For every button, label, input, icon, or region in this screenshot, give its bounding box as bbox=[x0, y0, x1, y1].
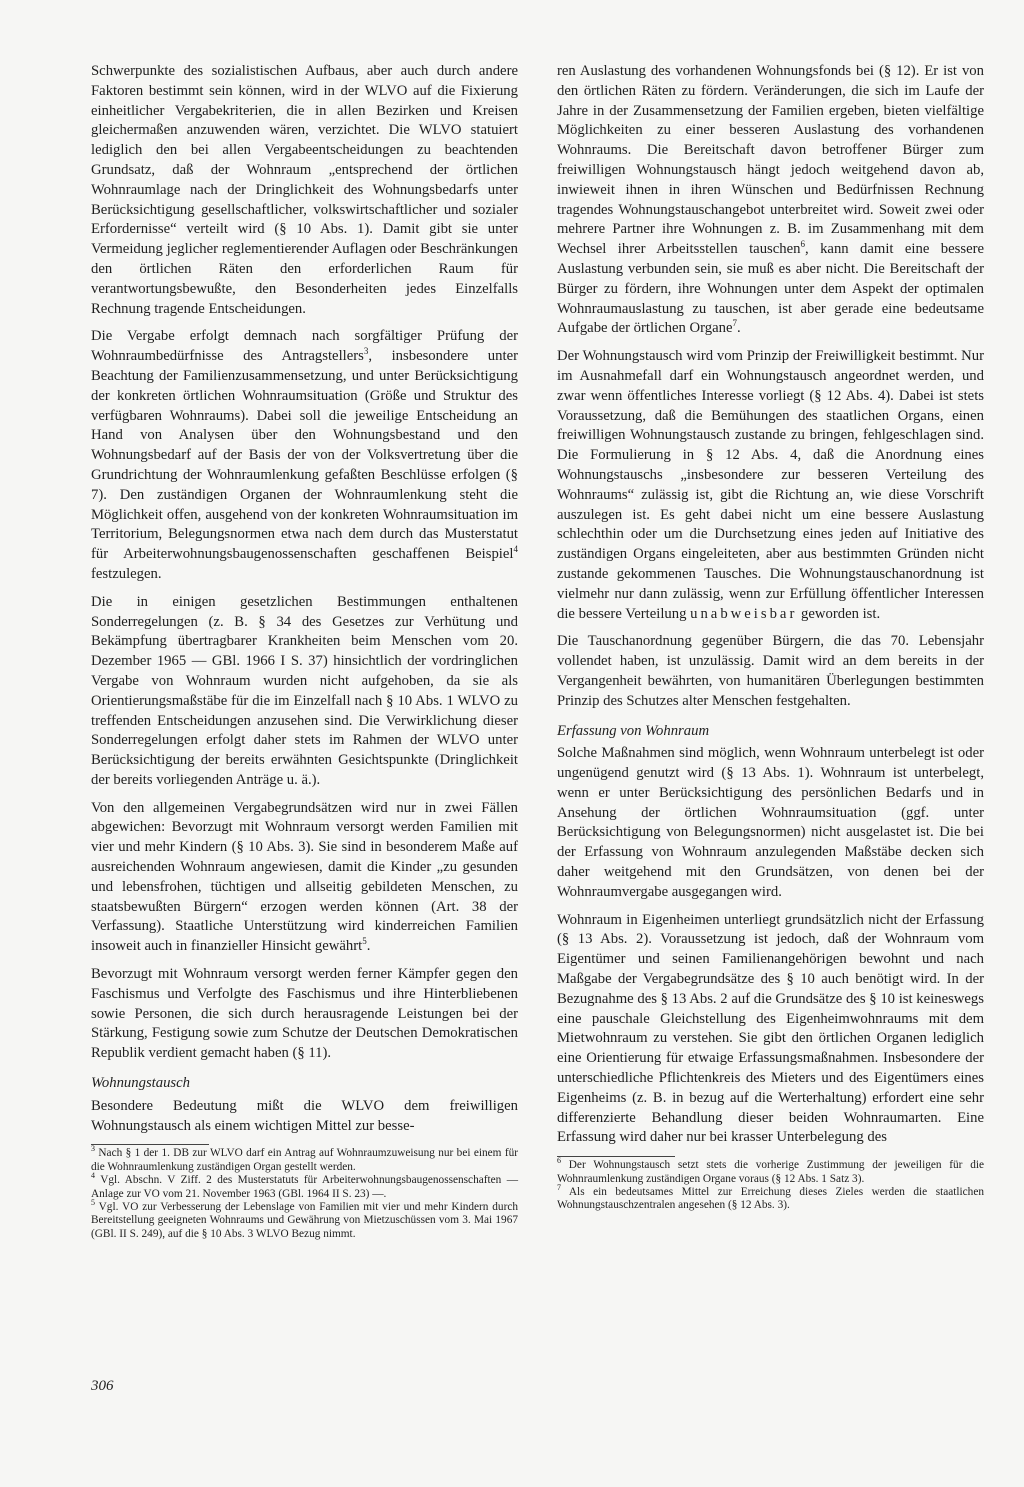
footnotes bbox=[91, 1144, 519, 1241]
footnote-divider bbox=[557, 1156, 675, 1157]
paragraph: Schwerpunkte des sozialistischen Aufbaus, aber auch durch andere Faktoren bestimmt sein können, wird in der WLVO auf die Fixierung einheitlicher Vergabekriterien, die in allen Bezirken und Kreisen gleichermaßen anzuwenden wären, verzichtet. Die WLVO statuiert lediglich den bei allen Vergabeentscheidungen zu beachtenden Grundsatz, daß der Wohnraum „entsprechend der örtlichen Wohnraumlage nach der Dringlichkeit des Wohnungsbedarfs unter Berücksichtigung gesellschaftlicher, volkswirtschaftlicher und sozialer Erfordernisse“ verteilt wird (§ 10 Abs. 1). Damit gibt sie unter Vermeidung jeglicher reglementierender Auflagen oder Beschränkungen den örtlichen Räten den erforderlichen Raum für verantwortungsbewußte, den Besonderheiten jedes Einzelfalls Rechnung tragende Entscheidungen. bbox=[91, 63, 518, 317]
page-number: 306 bbox=[91, 1378, 114, 1394]
footnote: $^4$ Vgl. Abschn. V Ziff. 2 des Musterstatuts für Arbeiterwohnungsbaugenossenschaften — Anlage zur VO vom 21. November 1963 (GBl. 1964 II S. 23) —. bbox=[91, 1171, 518, 1200]
spaced-emphasis: unabweisbar bbox=[690, 605, 798, 622]
paragraph: Von den allgemeinen Vergabegrundsätzen wird nur in zwei Fällen abgewichen: Bevorzugt mit Wohnraum versorgt werden Familien mit vier und mehr Kindern (§ 10 Abs. 3). Sie sind in besonderem Maße auf ausreichenden Wohnraum angewiesen, damit die Kinder „zu gesunden und lebensfrohen, tüchtigen und allseitig gebildeten Menschen, zu staatsbewußten Bürgern“ erzogen werden können (Art. 38 der Verfassung). Staatliche Unterstützung wird kinderreichen Familien insoweit auch in finanzieller Hinsicht gewährt$^5$. bbox=[91, 799, 518, 955]
footnote-ref: 7 bbox=[732, 318, 737, 329]
paragraph: Die Tauschanordnung gegenüber Bürgern, die das 70. Lebensjahr vollendet haben, ist unzulässig. Damit wird an dem bereits in der Vergangenheit bewährten, von humanitären Überlegungen bestimmten Prinzip des Schutzes alter Menschen festgehalten. bbox=[557, 633, 984, 709]
footnote-divider bbox=[91, 1144, 209, 1145]
paragraph: Der Wohnungstausch wird vom Prinzip der Freiwilligkeit bestimmt. Nur im Ausnahmefall darf ein Wohnungstausch angeordnet werden, und zwar wenn öffentliches Interesse vorliegt (§ 12 Abs. 4). Dabei ist stets Voraussetzung, daß die Bemühungen des staatlichen Organs, einen freiwilligen Wohnungstausch zustande zu bringen, fehlgeschlagen sind. Die Formulierung in § 12 Abs. 4, daß die Anordnung eines Wohnungstauschs „insbesondere zur besseren Verteilung des Wohnraums“ zulässig ist, gibt die Richtung an, wie diese Vorschrift auszulegen ist. Es geht dabei nicht um eine bessere Auslastung schlechthin oder um die Durchsetzung eines jeden auf Initiative des zuständigen Organs eingeleiteten, aber aus bestimmten Gründen nicht zustande gekommenen Tausches. Die Wohnungstauschanordnung ist vielmehr nur dann zulässig, wenn zur Erfüllung öffentlicher Interessen die bessere Verteilung unabweisbar geworden ist. bbox=[557, 348, 984, 622]
paragraph: Die Vergabe erfolgt demnach nach sorgfältiger Prüfung der Wohnraumbedürfnisse des Antragstellers$^3$, insbesondere unter Beachtung der Familienzusammensetzung, und unter Berücksichtigung der konkreten örtlichen Wohnraumsituation (Größe und Struktur des verfügbaren Wohnraums). Dabei soll die jeweilige Entscheidung an Hand von Analysen über den Wohnungsbestand und den Wohnungsbedarf auf der Basis der von der Volksvertretung über die Grundrichtung der Wohnraumlenkung gefaßten Beschlüsse erfolgen (§ 7). Den zuständigen Organen der Wohnraumlenkung steht die Möglichkeit offen, ausgehend von der konkreten Wohnraumsituation im Territorium, Belegungsnormen etwa nach dem durch das Musterstatut für Arbeiterwohnungsbaugenossenschaften geschaffenen Beispiel$^4$ festzulegen. bbox=[91, 328, 518, 582]
footnote: $^5$ Vgl. VO zur Verbesserung der Lebenslage von Familien mit vier und mehr Kindern durch Bereitstellung geeigneten Wohnraums und Gewährung von Mietzuschüssen vom 3. Mai 1967 (GBl. II S. 249), auf die § 10 Abs. 3 WLVO Bezug nimmt. bbox=[91, 1198, 518, 1240]
right-column bbox=[557, 62, 984, 1213]
footnotes bbox=[557, 1156, 984, 1213]
paragraph: ren Auslastung des vorhandenen Wohnungsfonds bei (§ 12). Er ist von den örtlichen Räten zu fördern. Veränderungen, die sich im Laufe der Jahre in der Zusammensetzung der Familien ergeben, bieten vielfältige Möglichkeiten zu einer besseren Auslastung des vorhandenen Wohnraums. Die Bereitschaft davon betroffener Bürger zum freiwilligen Wohnungstausch hängt jedoch weitgehend davon ab, inwieweit ihnen in ihren Wünschen und Bedürfnissen Rechnung tragendes Wohnungstauschangebot unterbreitet wird. Soweit zwei oder mehrere Partner ihre Wohnungen z. B. im Zusammenhang mit dem Wechsel ihrer Arbeitsstellen tauschen$^6$, kann damit eine bessere Auslastung verbunden sein, sie muß es aber nicht. Die Bereitschaft der Bürger zu fördern, ihre Wohnungen unter dem Aspekt der optimalen Wohnraumauslastung zu tauschen, ist aber gerade eine bedeutsame Aufgabe der örtlichen Organe$^7$. bbox=[557, 63, 984, 337]
paragraph: Besondere Bedeutung mißt die WLVO dem freiwilligen Wohnungstausch als einem wichtigen Mittel zur besse- bbox=[91, 1097, 518, 1134]
footnote-ref: 4 bbox=[513, 544, 518, 555]
footnote: $^7$ Als ein bedeutsames Mittel zur Erreichung dieses Zieles werden die staatlichen Wohnungstauschzentralen angesehen (§ 12 Abs. 3). bbox=[557, 1183, 984, 1212]
paragraph: Die in einigen gesetzlichen Bestimmungen enthaltenen Sonderregelungen (z. B. § 34 des Gesetzes zur Verhütung und Bekämpfung übertragbarer Krankheiten beim Menschen vom 20. Dezember 1965 — GBl. 1966 I S. 37) hinsichtlich der vordringlichen Vergabe von Wohnraum wurden nicht aufgehoben, da sie als Orientierungsmaßstäbe für die im Einzelfall nach § 10 Abs. 1 WLVO zu treffenden Entscheidungen anzusehen sind. Die Verwirklichung dieser Sonderregelungen erfolgt daher stets im Rahmen der WLVO unter Berücksichtigung der bereits erwähnten Gesichtspunkte (Dringlichkeit der bereits vorliegenden Anträge u. ä.). bbox=[91, 593, 518, 788]
paragraph: Bevorzugt mit Wohnraum versorgt werden ferner Kämpfer gegen den Faschismus und Verfolgte des Faschismus und ihre Hinterbliebenen sowie Personen, die sich durch herausragende Leistungen bei der Stärkung, Festigung sowie zum Schutze der Deutschen Demokratischen Republik verdient gemacht haben (§ 11). bbox=[91, 966, 518, 1062]
footnote-ref: 5 bbox=[362, 936, 367, 947]
footnote-ref: 6 bbox=[800, 239, 805, 250]
left-column bbox=[91, 62, 518, 1241]
section-heading: Wohnungstausch bbox=[91, 1075, 191, 1092]
paragraph: Solche Maßnahmen sind möglich, wenn Wohnraum unterbelegt ist oder ungenügend genutzt wird (§ 13 Abs. 1). Wohnraum ist unterbelegt, wenn er unter Berücksichtigung des persönlichen Bedarfs und in Ansehung der örtlichen Wohnraumsituation (ggf. unter Berücksichtigung von Belegungsnormen) nicht ausgelastet ist. Die bei der Erfassung von Wohnraum anzulegenden Maßstäbe decken sich daher weitgehend mit den Grundsätzen, von denen bei der Wohnraumvergabe ausgegangen wird. bbox=[557, 745, 984, 900]
paragraph: Wohnraum in Eigenheimen unterliegt grundsätzlich nicht der Erfassung (§ 13 Abs. 2). Voraussetzung ist jedoch, daß der Wohnraum vom Eigentümer und seinen Familienangehörigen bewohnt und nach Maßgabe der Vergabegrundsätze des § 10 auch benötigt wird. In der Bezugnahme des § 13 Abs. 2 auf die Grundsätze des § 10 ist keineswegs eine pauschale Gleichstellung des Eigenheimwohnraums mit dem Mietwohnraum zu verstehen. Sie gibt den örtlichen Organen lediglich eine Orientierung für etwaige Erfassungsmaßnahmen. Insbesondere der unterschiedliche Pflichtenkreis des Mieters und des Eigentümers eines Eigenheims (z. B. in bezug auf die Werterhaltung) erfordert eine sehr differenzierte Behandlung dieser beiden Wohnraumarten. Eine Erfassung wird daher nur bei krasser Unterbelegung des bbox=[557, 911, 984, 1146]
footnote: $^6$ Der Wohnungstausch setzt stets die vorherige Zustimmung der jeweiligen für die Wohnraumlenkung zuständigen Organe voraus (§ 12 Abs. 1 Satz 3). bbox=[557, 1156, 984, 1185]
footnote-ref: 3 bbox=[363, 346, 369, 357]
section-heading: Erfassung von Wohnraum bbox=[557, 722, 710, 739]
footnote: $^3$ Nach § 1 der 1. DB zur WLVO darf ein Antrag auf Wohnraumzuweisung nur bei einem für die Wohnraumlenkung zuständigen Organ gestellt werden. bbox=[91, 1144, 519, 1173]
